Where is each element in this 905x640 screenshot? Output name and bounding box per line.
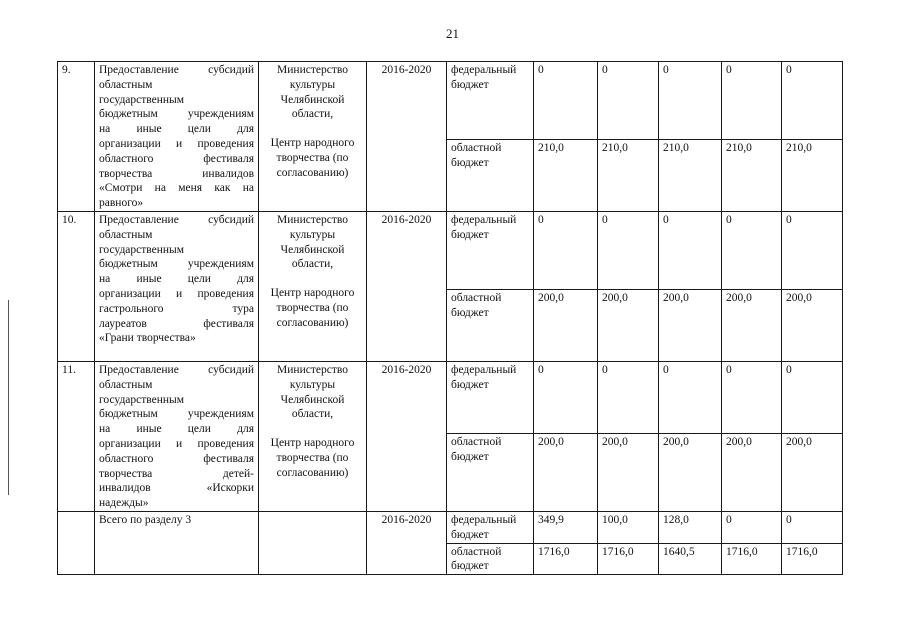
text-line: лауреатов фестиваля (99, 317, 254, 330)
value-cell: 210,0 (534, 140, 598, 212)
value-cell: 200,0 (722, 433, 782, 511)
value-cell: 210,0 (722, 140, 782, 212)
value-cell: 128,0 (659, 511, 722, 543)
text-line: бюджет (451, 450, 489, 463)
text-line: федеральный (451, 214, 517, 226)
value-cell: 0 (659, 62, 722, 140)
text-line: творчества (по (276, 301, 349, 314)
row-number-empty (58, 511, 95, 574)
value-cell: 0 (722, 362, 782, 434)
text-line: культуры (289, 78, 336, 91)
value-cell: 200,0 (659, 290, 722, 362)
funding-source-regional (447, 290, 534, 362)
text-line: бюджет (451, 228, 489, 241)
value-cell: 1716,0 (782, 543, 843, 575)
text-line: области, (291, 408, 334, 421)
text-line: Министерство (277, 214, 348, 226)
text-line: на иные цели для (99, 123, 254, 136)
text-line: областным (99, 378, 153, 391)
value-cell: 0 (722, 511, 782, 543)
value-cell: 0 (598, 362, 659, 434)
text-line: бюджетным учреждениям (99, 108, 254, 121)
text-line: организации и проведения (99, 137, 254, 150)
total-row (58, 511, 843, 543)
text-line: Центр народного (270, 287, 355, 300)
text-line: надежды» (99, 497, 149, 510)
value-cell: 100,0 (598, 511, 659, 543)
table-row (58, 62, 843, 140)
executor (259, 212, 367, 362)
value-cell: 0 (598, 62, 659, 140)
text-line: культуры (289, 228, 336, 241)
value-cell: 200,0 (782, 290, 843, 362)
value-cell: 0 (598, 212, 659, 290)
period: 2016-2020 (367, 511, 447, 574)
measure-title (95, 362, 259, 512)
table-row (58, 212, 843, 290)
text-line: областной (451, 292, 502, 304)
text-line: бюджет (451, 306, 489, 319)
executor-empty (259, 511, 367, 574)
value-cell: 0 (534, 212, 598, 290)
value-cell: 210,0 (659, 140, 722, 212)
funding-source-federal (447, 362, 534, 434)
funding-source-regional (447, 433, 534, 511)
value-cell: 0 (722, 212, 782, 290)
text-line: федеральный (451, 364, 517, 376)
funding-source-regional (447, 543, 534, 575)
text-line: бюджет (451, 378, 489, 391)
text-line: согласованию) (276, 166, 349, 179)
text-line: «Грани творчества» (99, 332, 196, 345)
text-line: организации и проведения (99, 437, 254, 450)
text-line: согласованию) (276, 466, 349, 479)
text-line: Челябинской (280, 393, 345, 406)
funding-source-regional (447, 140, 534, 212)
value-cell: 200,0 (722, 290, 782, 362)
text-line: области, (291, 108, 334, 121)
funding-source-federal (447, 511, 534, 543)
text-line: бюджет (451, 528, 489, 541)
row-number: 9. (58, 62, 95, 212)
period: 2016-2020 (367, 212, 447, 362)
value-cell: 0 (782, 212, 843, 290)
margin-line (8, 300, 9, 495)
value-cell: 210,0 (598, 140, 659, 212)
value-cell: 0 (659, 212, 722, 290)
text-line: области, (291, 258, 334, 271)
text-line: инвалидов «Искорки (99, 482, 254, 495)
text-line: согласованию) (276, 316, 349, 329)
value-cell: 1716,0 (722, 543, 782, 575)
value-cell: 200,0 (534, 433, 598, 511)
row-number: 10. (58, 212, 95, 362)
text-line: бюджетным учреждениям (99, 258, 254, 271)
text-line: федеральный (451, 513, 517, 526)
text-line: Предоставление субсидий (99, 64, 254, 76)
value-cell: 1716,0 (534, 543, 598, 575)
text-line: бюджет (451, 156, 489, 169)
page-number: 21 (446, 26, 459, 41)
text-line: творчества детей- (99, 467, 254, 480)
text-line: бюджет (451, 78, 489, 91)
text-line: областным (99, 78, 153, 91)
text-line: Министерство (277, 364, 348, 376)
value-cell: 200,0 (782, 433, 843, 511)
measure-title (95, 212, 259, 362)
value-cell: 0 (782, 362, 843, 434)
text-line: Предоставление субсидий (99, 364, 254, 376)
measure-title (95, 62, 259, 212)
value-cell: 1640,5 (659, 543, 722, 575)
funding-source-federal (447, 62, 534, 140)
text-line: Центр народного (270, 437, 355, 450)
text-line: Предоставление субсидий (99, 214, 254, 226)
value-cell: 0 (722, 62, 782, 140)
funding-source-federal (447, 212, 534, 290)
text-line: бюджетным учреждениям (99, 408, 254, 421)
value-cell: 210,0 (782, 140, 843, 212)
text-line: областного фестиваля (99, 152, 254, 165)
text-line: государственным (99, 243, 185, 256)
value-cell: 0 (659, 362, 722, 434)
text-line: творчества (по (276, 151, 349, 164)
text-line: федеральный (451, 64, 517, 76)
text-line: гастрольного тура (99, 302, 254, 315)
text-line: Челябинской (280, 243, 345, 256)
value-cell: 0 (782, 62, 843, 140)
value-cell: 1716,0 (598, 543, 659, 575)
value-cell: 200,0 (659, 433, 722, 511)
value-cell: 0 (782, 511, 843, 543)
value-cell: 200,0 (534, 290, 598, 362)
executor (259, 362, 367, 512)
period: 2016-2020 (367, 62, 447, 212)
value-cell: 349,9 (534, 511, 598, 543)
period: 2016-2020 (367, 362, 447, 512)
value-cell: 0 (534, 62, 598, 140)
text-line: Министерство (277, 64, 348, 76)
text-line: бюджет (451, 560, 489, 573)
text-line: государственным (99, 93, 185, 106)
value-cell: 200,0 (598, 433, 659, 511)
text-line: областного фестиваля (99, 452, 254, 465)
table-row (58, 362, 843, 434)
text-line: на иные цели для (99, 273, 254, 286)
text-line: Центр народного (270, 137, 355, 150)
text-line: областной (451, 545, 502, 558)
text-line: Челябинской (280, 93, 345, 106)
text-line: областной (451, 435, 502, 448)
row-number: 11. (58, 362, 95, 512)
text-line: творчества инвалидов (99, 167, 254, 180)
text-line: государственным (99, 393, 185, 406)
executor (259, 62, 367, 212)
text-line: «Смотри на меня как на (99, 182, 254, 195)
value-cell: 0 (534, 362, 598, 434)
text-line: на иные цели для (99, 423, 254, 436)
text-line: культуры (289, 378, 336, 391)
text-line: творчества (по (276, 451, 349, 464)
budget-table (57, 61, 843, 575)
text-line: областной (451, 142, 502, 154)
text-line: организации и проведения (99, 287, 254, 300)
total-title: Всего по разделу 3 (95, 511, 259, 574)
value-cell: 200,0 (598, 290, 659, 362)
text-line: равного» (99, 197, 144, 210)
text-line: областным (99, 228, 153, 241)
